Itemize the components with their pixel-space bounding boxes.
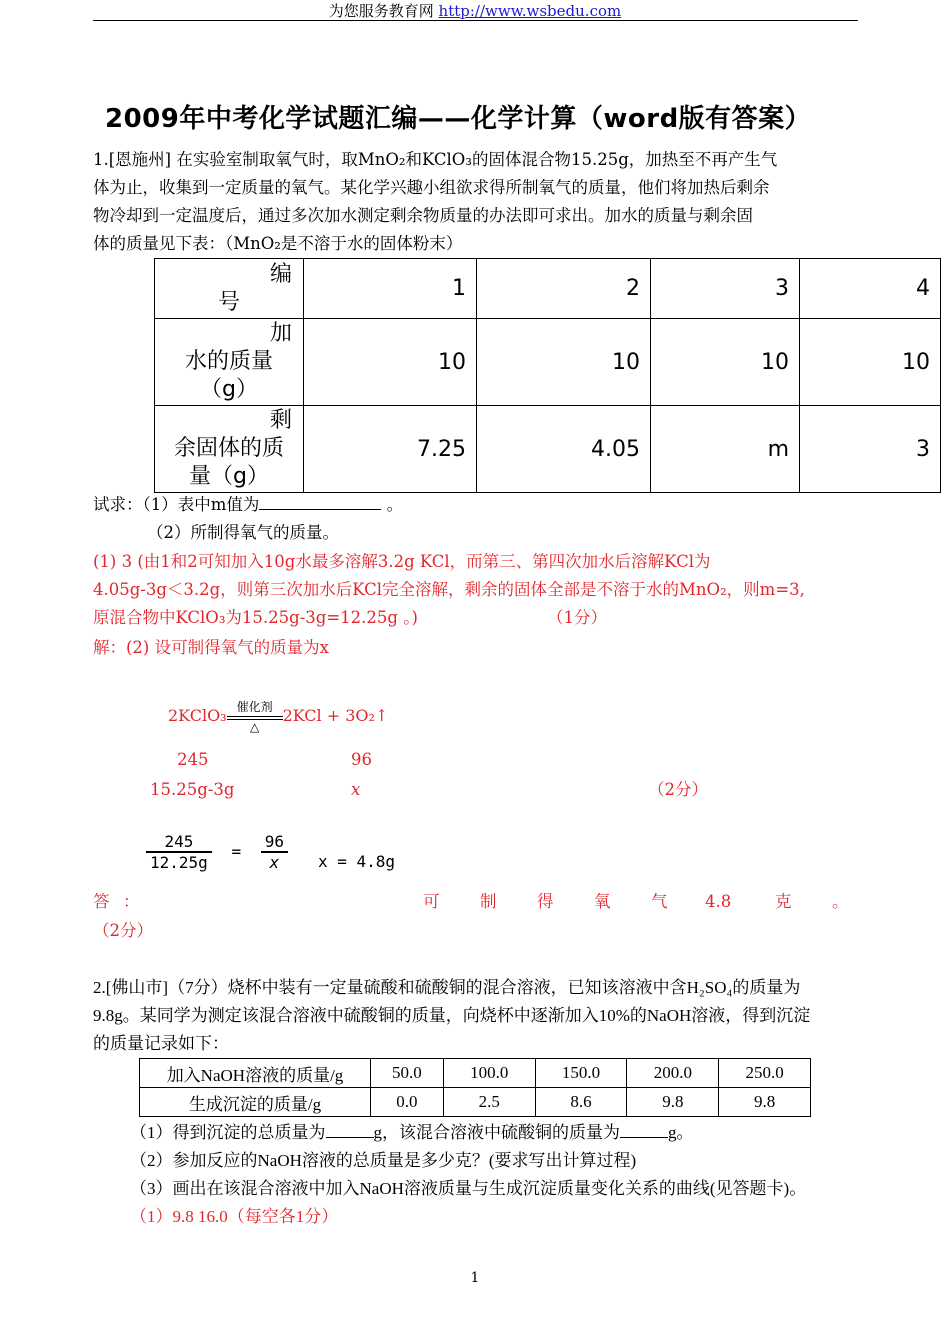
table-row <box>140 1059 811 1088</box>
table-row <box>140 1088 811 1117</box>
q1-score: （2分） <box>648 780 708 799</box>
proportion-formula: $\frac{245}{12.25g}$ = $\frac{96}{x}$ <box>146 832 288 872</box>
header-divider <box>93 20 858 21</box>
molar-mass: 245 <box>177 750 209 769</box>
molar-mass: 96 <box>351 750 372 769</box>
table-cell: 0.0 <box>371 1088 444 1117</box>
q1-line: 体为止，收集到一定质量的氧气。某化学兴趣小组欲求得所制氧气的质量，他们将加热后剩余 <box>93 178 770 197</box>
answer-blank[interactable] <box>620 1137 668 1138</box>
table-cell: 3 <box>800 406 941 493</box>
mass-value: 15.25g-3g <box>150 780 235 799</box>
table-row <box>155 406 941 493</box>
table-cell: 9.8 <box>627 1088 719 1117</box>
q1-line: 体的质量见下表：（MnO₂是不溶于水的固体粉末） <box>93 234 463 253</box>
q1-ask1: 试求：（1）表中m值为 。 <box>93 495 404 514</box>
q2-sub1: （1）得到沉淀的总质量为 g，该混合溶液中硫酸铜的质量为 g。 <box>130 1123 694 1142</box>
q1-final-score: （2分） <box>93 921 153 940</box>
formula-result: x = 4.8g <box>318 852 396 871</box>
q1-table <box>154 258 941 493</box>
header-text: 为您服务教育网 <box>328 2 439 20</box>
q2-answer: （1）9.8 16.0（每空各1分） <box>130 1207 339 1226</box>
q2-sub2: （2）参加反应的NaOH溶液的总质量是多少克？(要求写出计算过程) <box>130 1151 637 1170</box>
table-cell: 100.0 <box>443 1059 535 1088</box>
chemical-equation: 2KClO₃ 催化剂 △ 2KCl + 3O₂↑ <box>168 699 389 734</box>
table-row <box>155 259 941 319</box>
mass-value: x <box>351 780 361 799</box>
fraction: $\frac{245}{12.25g}$ <box>146 832 212 872</box>
table-cell: 3 <box>651 259 800 319</box>
page-title: 2009年中考化学试题汇编——化学计算（word版有答案） <box>105 104 812 134</box>
table-cell: 10 <box>651 319 800 406</box>
table-cell: 4 <box>800 259 941 319</box>
q1-ask2: （2）所制得氧气的质量。 <box>147 523 339 542</box>
table-cell: 250.0 <box>719 1059 811 1088</box>
table-header-cell: 编 号 <box>155 259 304 319</box>
table-cell: 1 <box>304 259 477 319</box>
table-header-cell: 剩 余固体的质 量（g） <box>155 406 304 493</box>
table-cell: 7.25 <box>304 406 477 493</box>
table-cell: m <box>651 406 800 493</box>
table-cell: 2 <box>477 259 651 319</box>
q1-solution-intro: 解：(2) 设可制得氧气的质量为x <box>93 638 329 657</box>
answer-blank[interactable] <box>326 1137 374 1138</box>
table-cell: 10 <box>477 319 651 406</box>
table-header-cell: 加入NaOH溶液的质量/g <box>140 1059 371 1088</box>
q1-answer-line: (1) 3 (由1和2可知加入10g水最多溶解3.2g KCl，而第三、第四次加水后溶解KCl为 <box>93 552 711 571</box>
table-header-cell: 生成沉淀的质量/g <box>140 1088 371 1117</box>
q2-text: 2.[佛山市]（7分）烧杯中装有一定量硫酸和硫酸铜的混合溶液，已知该溶液中含H₂SO₄的质量为 9.8g。某同学为测定该混合溶液中硫酸铜的质量，向烧杯中逐渐加入10%的NaOH溶液，得到沉淀 的质量记录如下： <box>93 978 811 1053</box>
page-header <box>0 0 950 21</box>
table-cell: 10 <box>304 319 477 406</box>
q2-table <box>139 1058 811 1117</box>
table-header-cell: 加 水的质量 （g） <box>155 319 304 406</box>
q1-answer-line: 原混合物中KClO₃为15.25g-3g=12.25g 。) <box>93 608 418 627</box>
page-number: 1 <box>470 1270 480 1286</box>
q2-sub3: （3）画出在该混合溶液中加入NaOH溶液质量与生成沉淀质量变化关系的曲线(见答题卡)。 <box>130 1179 807 1198</box>
header-link[interactable]: http://www.wsbedu.com <box>438 2 622 20</box>
q1-answer-line: 4.05g-3g＜3.2g，则第三次加水后KCl完全溶解，剩余的固体全部是不溶于水的MnO₂，则m=3, <box>93 580 805 599</box>
q1-answer-score: （1分） <box>547 608 607 627</box>
q1-final-answer: 答 ： 可 制 得 氧 气 4.8 克 。 <box>93 892 849 911</box>
q1-text <box>93 146 777 258</box>
reaction-arrow: 催化剂 △ <box>227 708 283 726</box>
fraction: $\frac{96}{x}$ <box>261 832 288 872</box>
q1-line: 1.[恩施州] 在实验室制取氧气时，取MnO₂和KClO₃的固体混合物15.25g，加热至不再产生气 <box>93 150 778 169</box>
table-cell: 200.0 <box>627 1059 719 1088</box>
table-cell: 50.0 <box>371 1059 444 1088</box>
table-cell: 150.0 <box>535 1059 627 1088</box>
table-cell: 10 <box>800 319 941 406</box>
table-cell: 2.5 <box>443 1088 535 1117</box>
answer-blank[interactable] <box>259 509 381 510</box>
q1-line: 物冷却到一定温度后，通过多次加水测定剩余物质量的办法即可求出。加水的质量与剩余固 <box>93 206 753 225</box>
table-row <box>155 319 941 406</box>
table-cell: 9.8 <box>719 1088 811 1117</box>
table-cell: 4.05 <box>477 406 651 493</box>
q2-subquestions <box>130 1119 806 1231</box>
table-cell: 8.6 <box>535 1088 627 1117</box>
